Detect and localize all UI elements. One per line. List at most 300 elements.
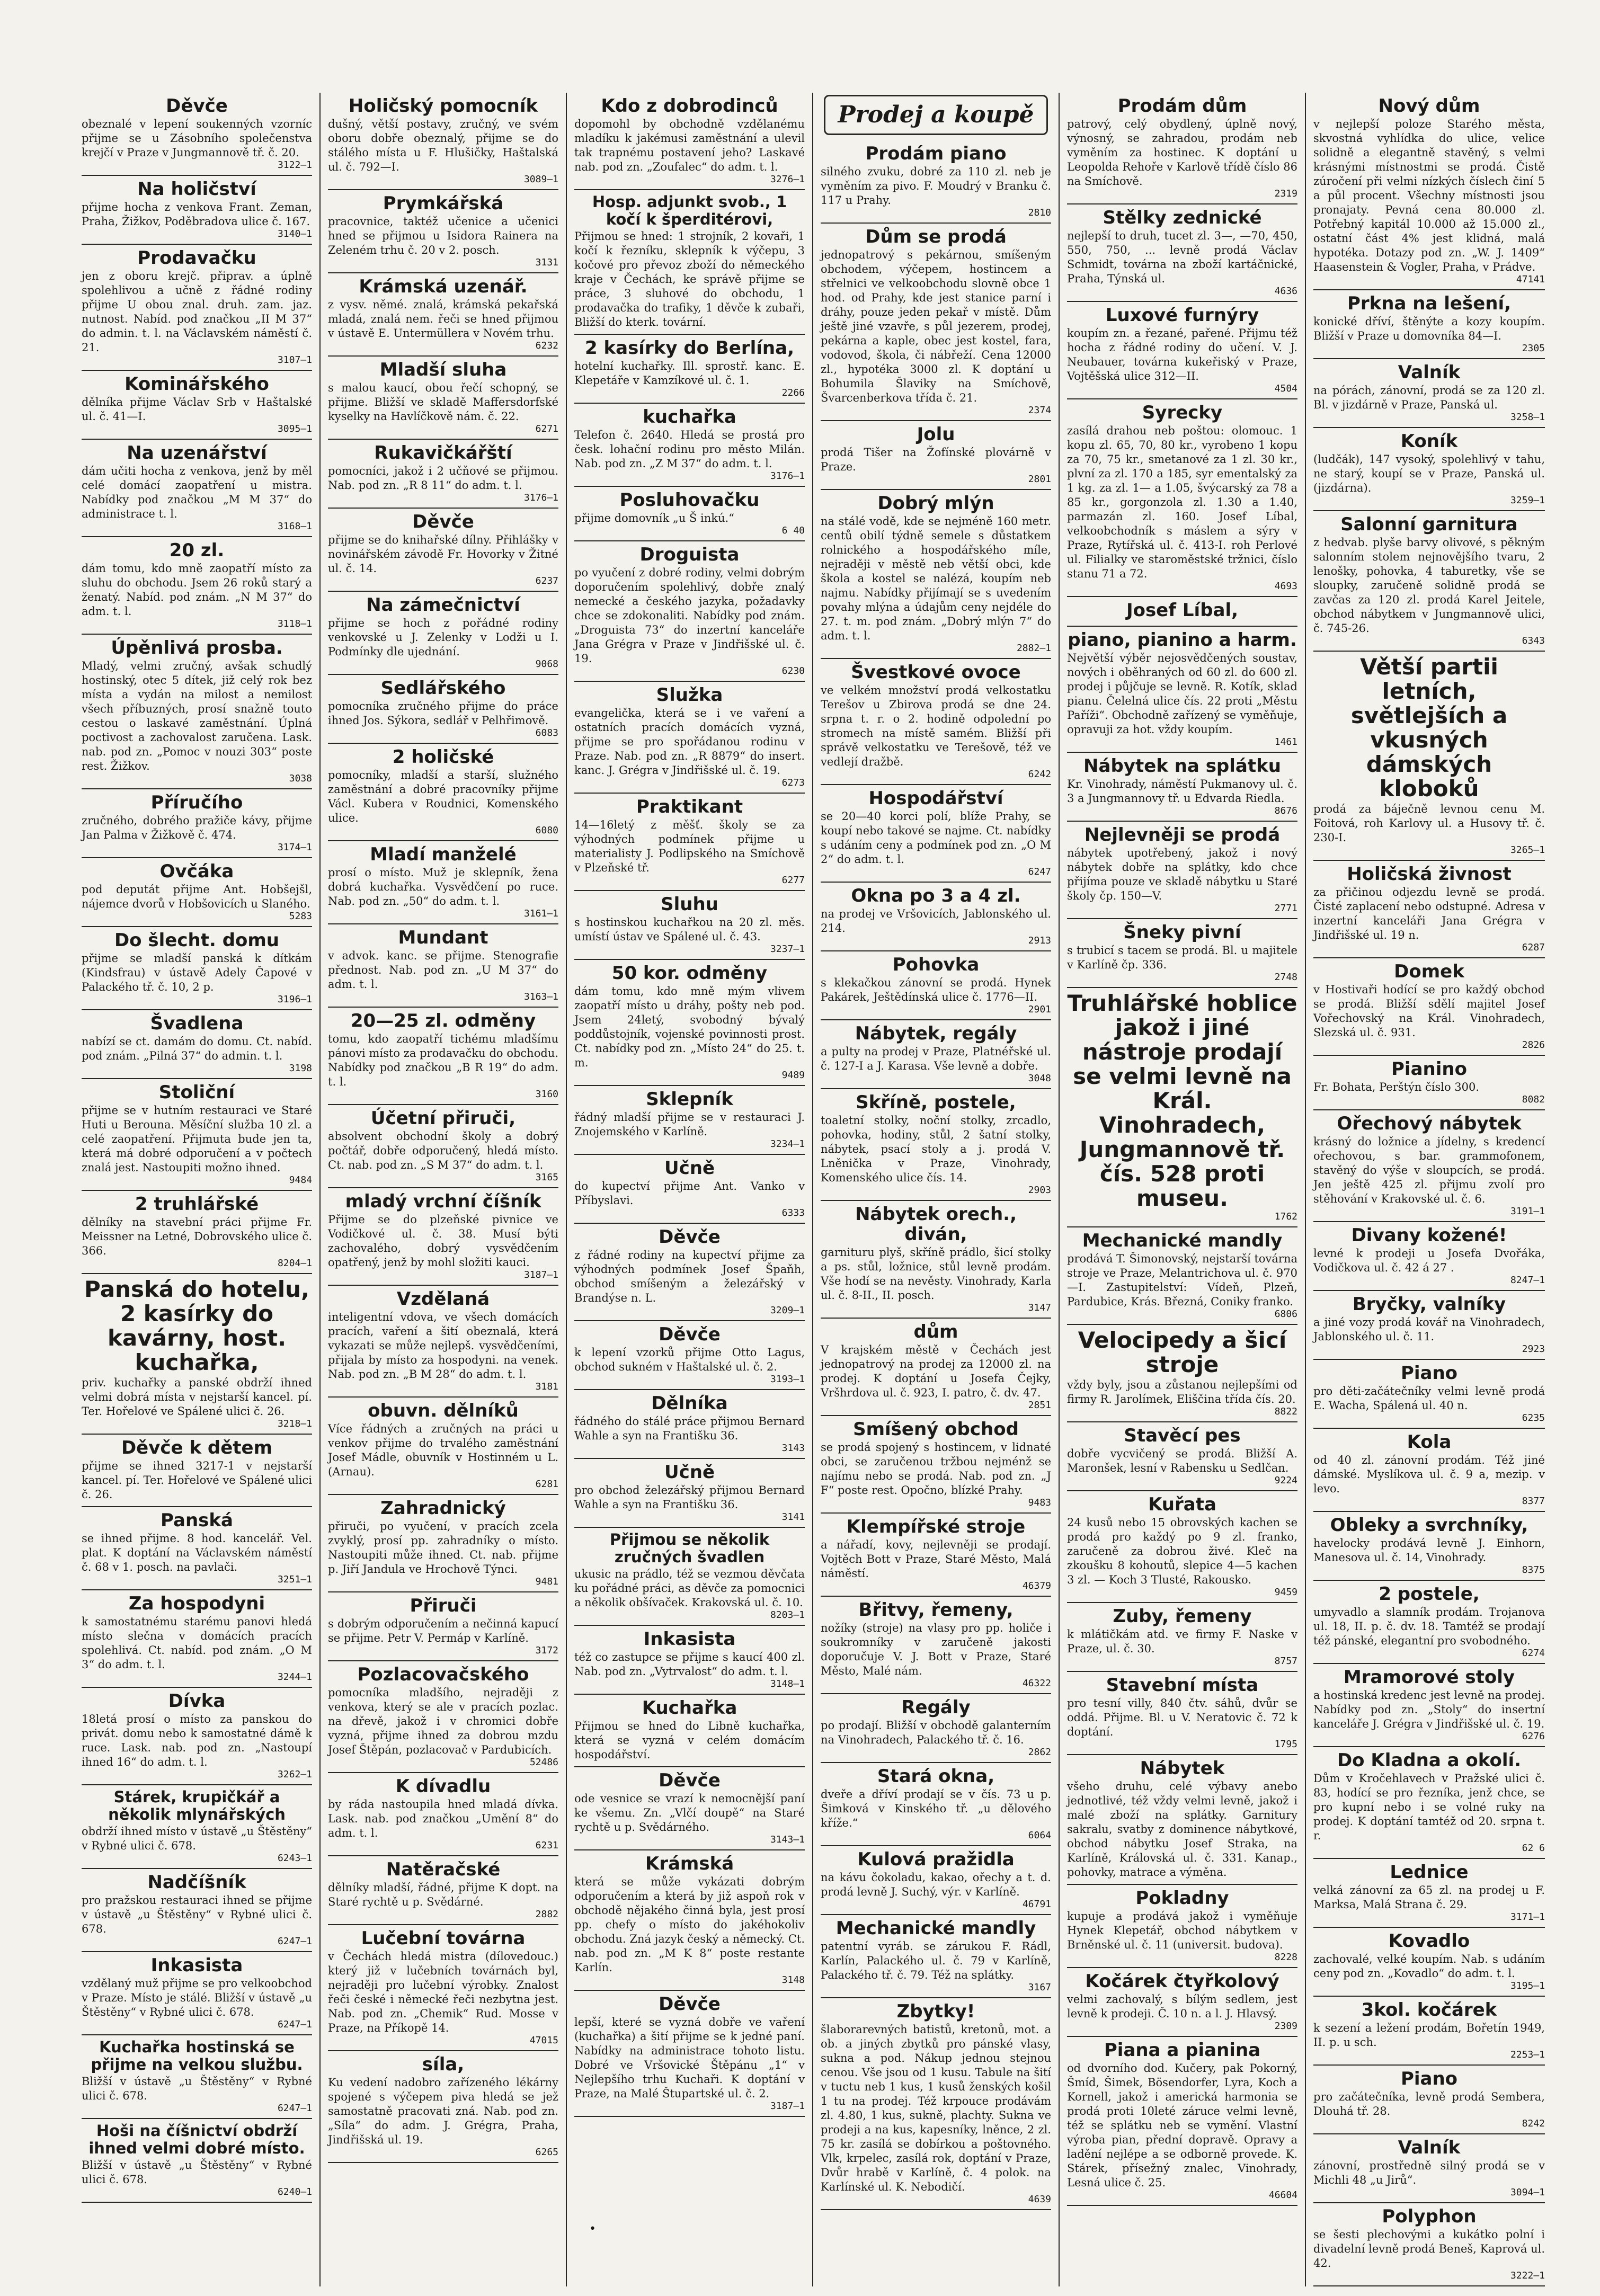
ad-title: Zuby, řemeny: [1113, 1606, 1252, 1627]
classified-ad: [574, 1528, 805, 1626]
classified-ad: [574, 794, 805, 891]
classified-ad: [1313, 290, 1545, 359]
ad-text: dám tomu, kdo mně zaopatří místo za sluhu do obchodu. Jsem 26 roků starý a ženatý. Nabíd. pod znám. „N M 37“ do adm. t. l.: [82, 562, 312, 618]
ad-title: Mramorové stoly: [1343, 1667, 1515, 1688]
ad-title: Do Kladna a okolí.: [1337, 1750, 1522, 1771]
classified-ad: [1067, 627, 1297, 753]
classified-ad: [821, 1915, 1051, 1998]
classified-ad: [82, 440, 312, 537]
ad-text: jednopatrový s pekárnou, smíšeným obchodem, výčepem, hostincem a střelnici ve velkoobchodu slovně obce 1 hod. od Prahy, kde jest stanice parní i dráhy, pouze jeden pekař v místě. Dům ještě jiné vzavře, s půl jezerem, prodej, pekárna a kaple, obec jest kostel, fara, vodovod, škola, či nábřeží. Cena 12000 zl., hypotéka 3000 zl. K doptání u Bohumila Šlaviky na Smíchově, Švarcenberkova třída č. 21.: [821, 248, 1051, 404]
ad-text: pomocníka zručného přijme do práce ihned Jos. Sýkora, sedlář v Pelhřimově.: [328, 700, 558, 727]
classified-ad: [328, 2051, 558, 2163]
ad-code: 6240—1: [277, 2186, 312, 2197]
ad-title: Skříně, postele,: [856, 1092, 1016, 1113]
ad-title: Koník: [1400, 431, 1458, 452]
ad-title: Učně: [664, 1462, 715, 1483]
ad-code: 3048: [1028, 1073, 1051, 1084]
ad-code: 46604: [1268, 2190, 1297, 2201]
ad-title: Polyphon: [1382, 2206, 1477, 2227]
classified-ad: [1313, 1928, 1545, 1997]
ad-code: 52486: [529, 1757, 558, 1768]
ad-title: Rukavičkářští: [374, 442, 512, 464]
ad-code: 6242: [1028, 769, 1051, 780]
ad-text: přiruči, po vyučení, v pracích zcela zvyklý, prosí pp. zahradníky o místo. Nastoupiti může ihned. Ct. nab. přijme p. Jiří Jandula ve Hrochově Týnci.: [328, 1520, 558, 1576]
classified-ad: [1313, 1056, 1545, 1110]
ad-text: se šesti plechovými a kukátko polní i divadelní levně prodá Beneš, Kaprová ul. 42.: [1313, 2228, 1545, 2270]
ad-code: 3191—1: [1510, 1206, 1545, 1217]
ad-title: Nadčíšník: [147, 1872, 246, 1893]
ad-title: Kuřata: [1148, 1494, 1216, 1515]
ad-title: Nábytek, regály: [855, 1023, 1017, 1044]
ad-code: 2305: [1522, 343, 1545, 354]
classified-ad: [328, 841, 558, 924]
ad-title: Domek: [1394, 961, 1464, 982]
ad-text: 18letá prosí o místo za panskou do privát. domu nebo k samostatné dámě k ruce. Lask. nab. pod zn. „Nastoupí ihned 16“ do adm. t. l.: [82, 1713, 312, 1768]
ad-text: dopomohl by obchodně vzdělanému mladíku k jakémusi zaměstnání a ulevil tak trapnému postavení jeho? Laskavé nab. pod zn. „Zoufalec“ do adm. t. l.: [574, 118, 805, 173]
ad-code: 2748: [1274, 972, 1297, 983]
ad-code: 6281: [535, 1479, 558, 1490]
ad-text: od 40 zl. zánovní prodám. Též jiné dámské. Myslíkova ul. č. 9 a, mezip. v levo.: [1313, 1454, 1545, 1495]
classified-ad: [821, 951, 1051, 1020]
classified-ad: [1313, 1291, 1545, 1360]
ad-title: 20—25 zl. odměny: [350, 1010, 536, 1031]
classified-ad: [82, 176, 312, 245]
ad-code: 3198: [289, 1063, 312, 1074]
ad-title: Krámská: [645, 1853, 734, 1874]
ad-text: všeho druhu, celé výbavy anebo jednotlivé, též vždy velmi levně, jakož i malé zboží na splátky. Garnitury sakralu, svatby z dominence nábytkové, obchod nábytku Josef Straka, na Karlíně, Královská ul. č. 331. Kanap., pohovky, matrace a výměna.: [1067, 1780, 1297, 1879]
ad-code: 2901: [1028, 1004, 1051, 1015]
ad-text: pro tesní villy, 840 čtv. sáhů, dvůr se oddá. Přijme. Bl. u V. Neratovic č. 72 k doptání.: [1067, 1697, 1297, 1738]
ad-text: koupím zn. a řezané, pařené. Přijmu též hocha z řádné rodiny do učení. V. J. Neubauer, továrna kukeřiský v Praze, Vojtěšská ulice 312—II.: [1067, 327, 1297, 382]
ad-title: Stavěcí pes: [1124, 1425, 1241, 1446]
ad-code: 2882—1: [1016, 643, 1051, 654]
ad-title: Dům se prodá: [865, 226, 1007, 247]
ad-text: na stálé vodě, kde se nejméně 160 metr. centů obilí týdně semele s důstatkem rolnického a hospodářského míle, nejraději v městě neb větší obci, kde škola a kostel se nalézá, koupím neb najmu. Nabídky přijímají se s uvedením povahy mlýna a údajům ceny nejdéle do 27. t. m. pod znám. „Dobrý mlýn 7“ do adm. t. l.: [821, 515, 1051, 642]
classified-ad: [328, 509, 558, 592]
ad-code: 2903: [1028, 1185, 1051, 1196]
classified-ad: [328, 1495, 558, 1592]
column-1: [74, 93, 321, 2286]
ad-text: Kr. Vinohrady, náměstí Pukmanovy ul. č. 3 a Jungmannovy tř. u Edvarda Riedla.: [1067, 778, 1297, 805]
classified-ad: [1313, 93, 1545, 290]
ad-text: dveře a dříví prodají se v čís. 73 u p. Šimková v Kinského tř. „u dělového kříže.“: [821, 1788, 1051, 1829]
ad-title: Na holičství: [137, 179, 256, 200]
ad-title: Mechanické mandly: [835, 1918, 1036, 1939]
ad-text: inteligentní vdova, ve všech domácích pracích, vaření a šití obeznalá, která vykazati se může nejlepš. vysvědčeními, přijala by místo za hospodyni. na venek. Nab. pod zn. „B M 28“ do adm. t. l.: [328, 1311, 558, 1381]
classified-ad: [1067, 1491, 1297, 1603]
column-3: [567, 93, 813, 2286]
ad-code: 6806: [1274, 1309, 1297, 1320]
ad-text: velká zánovní za 65 zl. na prodej u F. Marksa, Malá Strana č. 29.: [1313, 1884, 1545, 1911]
ad-code: 3218—1: [277, 1418, 312, 1429]
ad-text: obdrží ihned místo v ústavě „u Štěstěny“ v Rybné ulici č. 678.: [82, 1825, 312, 1852]
ad-code: 8757: [1274, 1656, 1297, 1667]
classified-ad: [1067, 1422, 1297, 1491]
ad-title: Dobrý mlýn: [877, 493, 994, 514]
ad-title: K dívadlu: [395, 1776, 491, 1797]
ad-code: 46322: [1022, 1678, 1051, 1689]
ad-code: 8242: [1522, 2118, 1545, 2129]
page-marker: •: [589, 2222, 596, 2236]
classified-ad: [82, 1435, 312, 1507]
ad-text: řádný mladší přijme se v restauraci J. Znojemského v Karlíně.: [574, 1111, 805, 1138]
ad-code: 3168—1: [277, 521, 312, 532]
ad-text: velmi zachovalý, s bílým sedlem, jest levně k prodeji. Č. 10 n. a l. J. Hlavsý.: [1067, 1993, 1297, 2020]
ad-code: 2319: [1274, 188, 1297, 199]
ad-code: 3276—1: [770, 174, 805, 185]
ad-code: 6333: [781, 1207, 805, 1218]
classified-ad: [821, 785, 1051, 883]
ad-text: s hostinskou kuchařkou na 20 zl. měs. umístí ústav ve Spálené ul. č. 43.: [574, 916, 805, 943]
ad-code: 9489: [781, 1070, 805, 1081]
ad-code: 2851: [1028, 1400, 1051, 1411]
ad-title: Prodavačku: [137, 247, 256, 269]
ad-title: Účetní přiruči,: [370, 1108, 516, 1129]
ad-text: a jiné vozy prodá kovář na Vinohradech, Jablonského ul. č. 11.: [1313, 1316, 1545, 1343]
classified-ad: [574, 335, 805, 404]
ad-code: 6231: [535, 1840, 558, 1851]
ad-code: 3095—1: [277, 423, 312, 434]
ad-code: 3209—1: [770, 1305, 805, 1316]
ad-code: 9068: [535, 658, 558, 670]
ad-code: 6274: [1522, 1648, 1545, 1659]
ad-code: 8822: [1274, 1406, 1297, 1417]
ad-text: dělníky mladší, řádné, přijme K dopt. na Staré rychtě u p. Svědárné.: [328, 1881, 558, 1908]
classified-ad: [574, 1626, 805, 1695]
ad-title: Větší partii letních, světlejších a vkusných dámských kloboků: [1350, 654, 1508, 802]
ad-title: Prkna na lešení,: [1347, 293, 1512, 314]
classified-ad: [1067, 399, 1297, 597]
ad-code: 9224: [1274, 1475, 1297, 1486]
ad-text: na kávu čokoladu, kakao, ořechy a t. d. prodá levně J. Suchý, výr. v Karlíně.: [821, 1871, 1051, 1898]
column-4: [813, 93, 1060, 2286]
ad-code: 3259—1: [1510, 495, 1545, 506]
classified-ad: [574, 1459, 805, 1528]
ad-text: Ku vedení nadobro zařízeného lékárny spojené s výčepem piva hledá se jež samostatně pracovati zná. Nab. pod zn. „Síla“ do adm. J. Grégra, Praha, Jindřišská ul. 19.: [328, 2076, 558, 2146]
ad-code: 3237—1: [770, 944, 805, 955]
ad-text: vzdělaný muž přijme se pro velkoobchod v Praze. Místo je stálé. Bližší v ústavě „u Štěstěny“ v Rybné ulici č. 678.: [82, 1977, 312, 2018]
ad-title: Mladší sluha: [379, 359, 507, 380]
ad-code: 3174—1: [277, 842, 312, 853]
ad-title: Hoši na číšnictví obdrží ihned velmi dobré místo.: [88, 2122, 305, 2157]
ad-title: Stará okna,: [877, 1766, 995, 1787]
ad-code: 3193—1: [770, 1374, 805, 1385]
classified-ad: [821, 1514, 1051, 1597]
ad-code: 4639: [1028, 2194, 1051, 2205]
ad-title: Děvče: [412, 511, 474, 532]
ad-text: konické dříví, štěnýte a kozy koupím. Bližší v Praze u domovníka 84—I.: [1313, 315, 1545, 342]
classified-ad: [821, 1998, 1051, 2210]
ad-text: silného zvuku, dobré za 110 zl. neb je vyměním za pivo. F. Moudrý v Branku č. 117 u Prahy.: [821, 165, 1051, 207]
ad-text: toaletní stolky, noční stolky, zrcadlo, pohovka, hodiny, stůl, 2 šatní stolky, nábytek, psací stoly a j. prodá V. Lněnička v Praze, Vinohrady, Komenského ulice čís. 14.: [821, 1114, 1051, 1184]
classified-ad: [1313, 1429, 1545, 1512]
ad-code: 9484: [289, 1174, 312, 1186]
ad-text: zánovní, prostředně silný prodá se v Michli 48 „u Jirů“.: [1313, 2159, 1545, 2186]
ad-title: Jolu: [917, 424, 955, 445]
ad-code: 3196—1: [277, 994, 312, 1005]
ad-text: vždy byly, jsou a zůstanou nejlepšími od firmy R. Jarolímek, Eliščina třída čís. 20.: [1067, 1378, 1297, 1405]
classified-ad: [328, 273, 558, 357]
ad-code: 3089—1: [523, 174, 558, 185]
ad-text: patentní vyráb. se zárukou F. Rádl, Karlín, Palackého ul. č. 79 v Karlíně, Palackého tř. č. 79. Též na splátky.: [821, 1940, 1051, 1981]
ad-code: 3187—1: [770, 2101, 805, 2112]
ad-text: zasílá drahou neb poštou: olomouc. 1 kopu zl. 65, 70, 80 kr., vyrobeno 1 kopu za 70, 75 kr., smetanové za 1 zl. 30 kr., plvní za zl. 170 a 185, syr ementalský za 1 kg. za zl. 1— a 1.05, švýcarský za 78 a 85 kr., gorgonzola zl. 1.30 a 1.40, parmazán zl. 160. Josef Líbal, velkoobchodník s máslem a sýry v Praze, Rytířská ul. č. 413-I. roh Perlové ul. Filialky ve staroměstské tržnici, číslo stanu 71 a 72.: [1067, 424, 1297, 580]
ad-title: Krámská uzenář.: [359, 276, 528, 297]
ad-title: Děvče: [659, 1770, 721, 1791]
ad-code: 3131: [535, 257, 558, 268]
ad-title: Velocipedy a šicí stroje: [1078, 1327, 1287, 1377]
ad-title: Lednice: [1390, 1862, 1469, 1883]
classified-ad: [574, 190, 805, 335]
ad-text: přijme se hoch z pořádné rodiny venkovské u J. Zelenky v Lodži u I. Podmínky dle ujednání.: [328, 617, 558, 658]
ad-text: na pórách, zánovní, prodá se za 120 zl. Bl. v jizdárně v Praze, Panská ul.: [1313, 384, 1545, 411]
classified-ad: [1313, 1581, 1545, 1664]
classified-ad: [821, 1201, 1051, 1319]
ad-title: Inkasista: [643, 1628, 736, 1650]
ad-code: 3181: [535, 1381, 558, 1392]
ad-title: Stělky zednické: [1103, 207, 1262, 228]
ad-title: Prodám dům: [1117, 95, 1247, 117]
ad-title: Piano: [1400, 1363, 1458, 1384]
ad-text: k samostatnému starému panovi hledá místo slečna v domácích pracích spolehlivá. Ct. nabíd. pod znám. „O M 3“ do adm. t. l.: [82, 1615, 312, 1671]
ad-title: Posluhovačku: [619, 490, 760, 511]
ad-code: 6237: [535, 575, 558, 586]
ad-text: kupuje a prodává jakož i vyměňuje Hynek Klepetář, obchod nábytkem v Brněnské ul. č. 11 (universit. budova).: [1067, 1910, 1297, 1951]
classified-ad: [1067, 1603, 1297, 1672]
ad-text: s trubicí s tacem se prodá. Bl. u majitele v Karlíně čp. 336.: [1067, 944, 1297, 971]
ad-code: 2266: [781, 387, 805, 398]
classified-ad: [328, 924, 558, 1008]
ad-title: Přiruči: [410, 1595, 477, 1616]
classified-ad: [82, 1274, 312, 1435]
ad-title: Holičský pomocník: [348, 95, 538, 117]
ad-title: Děvče: [166, 95, 228, 117]
classified-ad: [1067, 2037, 1297, 2206]
section-header: Prodej a koupě: [824, 95, 1048, 135]
ad-code: 3038: [289, 773, 312, 784]
classified-ad: [574, 1321, 805, 1390]
ad-code: 8676: [1274, 805, 1297, 816]
ad-code: 8204—1: [277, 1258, 312, 1269]
ad-text: za přičinou odjezdu levně se prodá. Čisté zaplacení nebo odstupné. Adresa v inzertní kanceláři Jana Grégra v Jindřišské ul. 19 n.: [1313, 886, 1545, 941]
ad-title: Kominářského: [125, 373, 269, 395]
classified-ad: [821, 1597, 1051, 1694]
ad-text: k lepení vzorků přijme Otto Lagus, obchod sukném v Haštalské ul. č. 2.: [574, 1346, 805, 1373]
classified-ad: [328, 1105, 558, 1188]
ad-code: 3172: [535, 1645, 558, 1656]
ad-code: 4504: [1274, 383, 1297, 394]
ad-title: Dívka: [168, 1690, 226, 1712]
ad-code: 6287: [1522, 942, 1545, 953]
classified-ad: [328, 357, 558, 440]
ad-title: Valník: [1398, 362, 1461, 383]
ad-title: Piana a pianina: [1104, 2040, 1261, 2061]
ad-title: Nový dům: [1378, 95, 1480, 117]
ad-text: Mladý, velmi zručný, avšak schudlý hostinský, otec 5 dítek, již celý rok bez místa a vydán na milost a nemilost všech příbuzných, prosí snažně touto cestou o laskavé zaměstnání. Úplná poctivost a zachovalost zaručena. Lask. nab. pod zn. „Pomoc v nouzi 303“ poste rest. Žižkov.: [82, 660, 312, 772]
classified-ad: [328, 1008, 558, 1105]
ad-code: 2253—1: [1510, 2049, 1545, 2060]
ad-code: 2801: [1028, 474, 1051, 485]
classified-ad: [574, 682, 805, 794]
classified-ad: [328, 1398, 558, 1495]
ad-title: Prymkářská: [383, 193, 504, 214]
ad-text: dobře vycvičený se prodá. Bližší A. Maronšek, lesní v Rabensku u Sedlčan.: [1067, 1447, 1297, 1474]
classified-ad: [1067, 1672, 1297, 1755]
classified-ad: [1067, 1325, 1297, 1422]
ad-code: 6 40: [781, 525, 805, 536]
ad-text: dělníka přijme Václav Srb v Haštalské ul. č. 41—I.: [82, 396, 312, 423]
classified-ad: [328, 592, 558, 675]
ad-text: tomu, kdo zaopatří tichému mladšímu pánovi místo za prodavačku do obchodu. Nabídky pod značkou „B R 19“ do adm. t. l.: [328, 1033, 558, 1088]
classified-ad: [82, 2035, 312, 2119]
ad-title: Kuchařka: [642, 1697, 737, 1719]
ad-title: Sluhu: [661, 894, 718, 915]
ad-title: Truhlářské hoblice jakož i jiné nástroje prodají se velmi levně na Král. Vinohradech, Jungmannově tř. čís. 528 proti museu.: [1067, 990, 1297, 1211]
ad-text: dělníky na stavební práci přijme Fr. Meissner na Letné, Dobrovského ulice č. 366.: [82, 1216, 312, 1257]
ad-text: v nejlepší poloze Starého města, skvostná vyhlídka do ulice, velice solidně a elegantně stavěný, s velmi krásnými místnostmi se prodá. Čistě zúročení při velmi nízkých číslech činí 5 a půl procent. Všechny místnosti jsou pronajaty. Pevná cena 80.000 zl. Potřebný kapitál 10.000 až 15.000 zl., ostatní část 4% jest klidná, malá hypotéka. Dotazy pod zn. „W. J. 1409“ Haasenstein & Vogler, Praha, v Prádve.: [1313, 118, 1545, 273]
ad-code: 3222—1: [1510, 2270, 1545, 2281]
ad-title: Ovčáka: [159, 861, 234, 882]
ad-code: 2810: [1028, 207, 1051, 218]
ad-code: 2923: [1522, 1343, 1545, 1355]
classified-ad: [328, 1286, 558, 1398]
ad-code: 1461: [1274, 736, 1297, 747]
ad-text: se ihned přijme. 8 hod. kancelář. Vel. plat. K doptání na Václavském náměstí č. 68 v 1. posch. na pavlači.: [82, 1532, 312, 1573]
ad-title: obuvn. dělníků: [368, 1400, 519, 1421]
ad-title: Břitvy, řemeny,: [858, 1599, 1014, 1621]
ad-code: 6083: [535, 727, 558, 738]
column-2: [321, 93, 567, 2286]
ad-title: Josef Líbal,: [1126, 600, 1239, 621]
classified-ad: [328, 440, 558, 509]
classified-ad: [328, 1188, 558, 1286]
ad-text: přijme se do knihařské dílny. Přihlášky v novinářském závodě Fr. Hovorky v Žitné ul. č. 14.: [328, 533, 558, 575]
ad-title: Šneky pivní: [1123, 922, 1241, 943]
ad-title: Švestkové ovoce: [851, 662, 1021, 683]
classified-ad: [821, 490, 1051, 659]
ad-title: 2 holičské: [392, 746, 494, 768]
ad-code: 8377: [1522, 1496, 1545, 1507]
ad-text: nejlepší to druh, tucet zl. 3—, —70, 450, 550, 750, ... levně prodá Václav Schmidt, továrna na zboží kartáčnické, Praha, Týnská ul.: [1067, 229, 1297, 285]
ad-text: nábytek upotřebený, jakož i nový nábytek dobře na splátky, kdo chce přijíma pouze ve skladě nábytku u Staré školy čp. 150—V.: [1067, 847, 1297, 902]
ad-title: Učně: [664, 1158, 715, 1179]
ad-text: Přijmou se hned: 1 strojník, 2 kovaři, 1 kočí k řezníku, sklepník k výčepu, 3 kočové pro převoz zboží do německého kraje v Čechách, ke správě přijme se práce, 3 sluhové do obchodu, 1 prodavačka do trafiky, 1 děvče k zubaři, Bližší do kterk. tovární.: [574, 230, 805, 328]
ad-text: lepší, které se vyzná dobře ve vaření (kuchařka) a šití přijme se k jedné paní. Nabídky na administrace tohoto listu. Dobré ve Vršovické Štěpánu „1“ v Nejlepšího trhu Kuchaři. K doptání v Praze, na Malé Štupartské ul. č. 2.: [574, 2016, 805, 2100]
ad-title: Za hospodyni: [128, 1593, 265, 1614]
ad-title: 2 postele,: [1379, 1583, 1480, 1605]
classified-ad: [574, 1695, 805, 1767]
ad-code: 3094—1: [1510, 2187, 1545, 2198]
ad-code: 2771: [1274, 903, 1297, 914]
ad-code: 9481: [535, 1576, 558, 1587]
ad-code: 3160: [535, 1089, 558, 1100]
ad-title: Regály: [901, 1697, 971, 1718]
classified-ad: [1313, 652, 1545, 861]
ad-code: 2913: [1028, 935, 1051, 946]
ad-title: Valník: [1398, 2137, 1461, 2158]
classified-ad: [82, 93, 312, 176]
ad-code: 6230: [781, 665, 805, 677]
ad-code: 3118—1: [277, 618, 312, 629]
ad-code: 6247: [1028, 866, 1051, 877]
ad-code: 3171—1: [1510, 1911, 1545, 1923]
ad-text: s klekačkou zánovní se prodá. Hynek Pakárek, Ještědínská ulice č. 1776—II.: [821, 976, 1051, 1003]
classified-ad: [574, 1991, 805, 2117]
ad-code: 3234—1: [770, 1138, 805, 1150]
ad-code: 3176—1: [770, 470, 805, 482]
classified-ad: [328, 1592, 558, 1661]
ad-text: Přijme se do plzeňské pivnice ve Vodičkové ul. č. 38. Musí býti zachovalého, dobrý vysvědčením opatřený, jenž by mohl složiti kauci.: [328, 1213, 558, 1269]
ad-code: 8247—1: [1510, 1275, 1545, 1286]
ad-title: Divany kožené!: [1351, 1225, 1507, 1246]
classified-ad: [328, 1661, 558, 1773]
ad-code: 47015: [529, 2035, 558, 2046]
classified-ad: [821, 1763, 1051, 1846]
ad-title: Obleky a svrchníky,: [1330, 1515, 1528, 1536]
ad-text: pomocníky, mladší a starší, služného zaměstnání a dobré pracovníky přijme Václ. Kubera v Roudnici, Komenského ulice.: [328, 769, 558, 824]
classified-ad: [1313, 1360, 1545, 1429]
classified-ad: [821, 421, 1051, 490]
ad-code: 8082: [1522, 1094, 1545, 1105]
classified-ad: [82, 371, 312, 440]
ad-code: 62 6: [1522, 1843, 1545, 1854]
ad-title: Na zámečnictví: [366, 594, 520, 616]
ad-title: Příručího: [150, 792, 243, 813]
classified-ad: [821, 1846, 1051, 1915]
ad-text: od dvorního dod. Kučery, pak Pokorný, Šmíd, Šimek, Bösendorfer, Lyra, Koch a Kornell, jakož i americká harmonia se prodá proti 10leté záruce velmi levně, též se splátku neb se vymění. Vlastní výroba pian, přední dopravě. Opravy a ladění nejlépe a se odborně provede. K. Stárek, přísežný znalec, Vinohrady, Lesná ulice č. 25.: [1067, 2062, 1297, 2189]
ad-code: 2309: [1274, 2021, 1297, 2032]
classified-ad: [574, 960, 805, 1086]
ad-text: havelocky prodává levně J. Einhorn, Manesova ul. č. 14, Vinohrady.: [1313, 1537, 1545, 1564]
ad-title: Sklepník: [646, 1089, 733, 1110]
classified-ad: [1313, 1664, 1545, 1747]
ad-title: Luxové furnýry: [1105, 305, 1259, 326]
ad-text: levné k prodeji u Josefa Dvořáka, Vodičkova ul. č. 42 á 27 .: [1313, 1247, 1545, 1274]
ad-code: 3165: [535, 1172, 558, 1183]
ad-title: Mundant: [398, 927, 488, 948]
ad-code: 46791: [1022, 1899, 1051, 1910]
ad-title: Mladí manželé: [370, 844, 517, 865]
ad-text: by ráda nastoupila hned mladá dívka. Lask. nab. pod značkou „Umění 8“ do adm. t. l.: [328, 1798, 558, 1839]
ad-code: 3147: [1028, 1302, 1051, 1313]
classified-ad: [1313, 1747, 1545, 1859]
classified-ad: [574, 891, 805, 960]
ad-text: ukusic na prádlo, též se vezmou děvčata ku pořádné práci, as děvče za pomocnici a několik obšívaček. Krakovská ul. č. 10.: [574, 1568, 805, 1609]
ad-code: 6243—1: [277, 1853, 312, 1864]
ad-text: po vyučení z dobré rodiny, velmi dobrým doporučením spolehlivý, dobře znalý nemecké a českého jazyka, požadavky chce se zdokonaliti. Nabídky pod znám. „Droguista 73“ do inzertní kanceláře Jana Grégra v Praze v Jindřišské ul. č. 19.: [574, 566, 805, 665]
ad-title: piano, pianino a harm.: [1068, 629, 1297, 651]
ad-text: přijme se ihned 3217-1 v nejstarší kancel. pí. Ter. Hořelové ve Spálené ulici č. 26.: [82, 1460, 312, 1501]
ad-code: 6235: [1522, 1412, 1545, 1423]
ad-title: 3kol. kočárek: [1361, 1999, 1497, 2021]
ad-text: zručného, dobrého pražiče kávy, přijme Jan Palma v Žižkově č. 474.: [82, 814, 312, 841]
classified-ad: [821, 1089, 1051, 1201]
classified-ad: [1313, 861, 1545, 958]
ad-code: 3244—1: [277, 1671, 312, 1683]
ad-title: Salonní garnitura: [1340, 514, 1518, 535]
ad-title: Natěračské: [386, 1859, 501, 1880]
ad-code: 3258—1: [1510, 412, 1545, 423]
ad-text: nabízí se ct. damám do domu. Ct. nabíd. pod znám. „Pilná 37“ do admin. t. l.: [82, 1035, 312, 1062]
ad-text: zachovalé, velké koupím. Nab. s udáním ceny pod zn. „Kovadlo“ do adm. t. l.: [1313, 1953, 1545, 1980]
classified-ad: [82, 1952, 312, 2035]
classified-ad: [574, 1224, 805, 1321]
ad-title: Kola: [1407, 1431, 1452, 1453]
classified-ad: [328, 1856, 558, 1925]
ad-code: 3148—1: [770, 1678, 805, 1689]
ad-text: na prodej ve Vršovicích, Jablonského ul. 214.: [821, 907, 1051, 935]
ad-code: 8203—1: [770, 1609, 805, 1621]
